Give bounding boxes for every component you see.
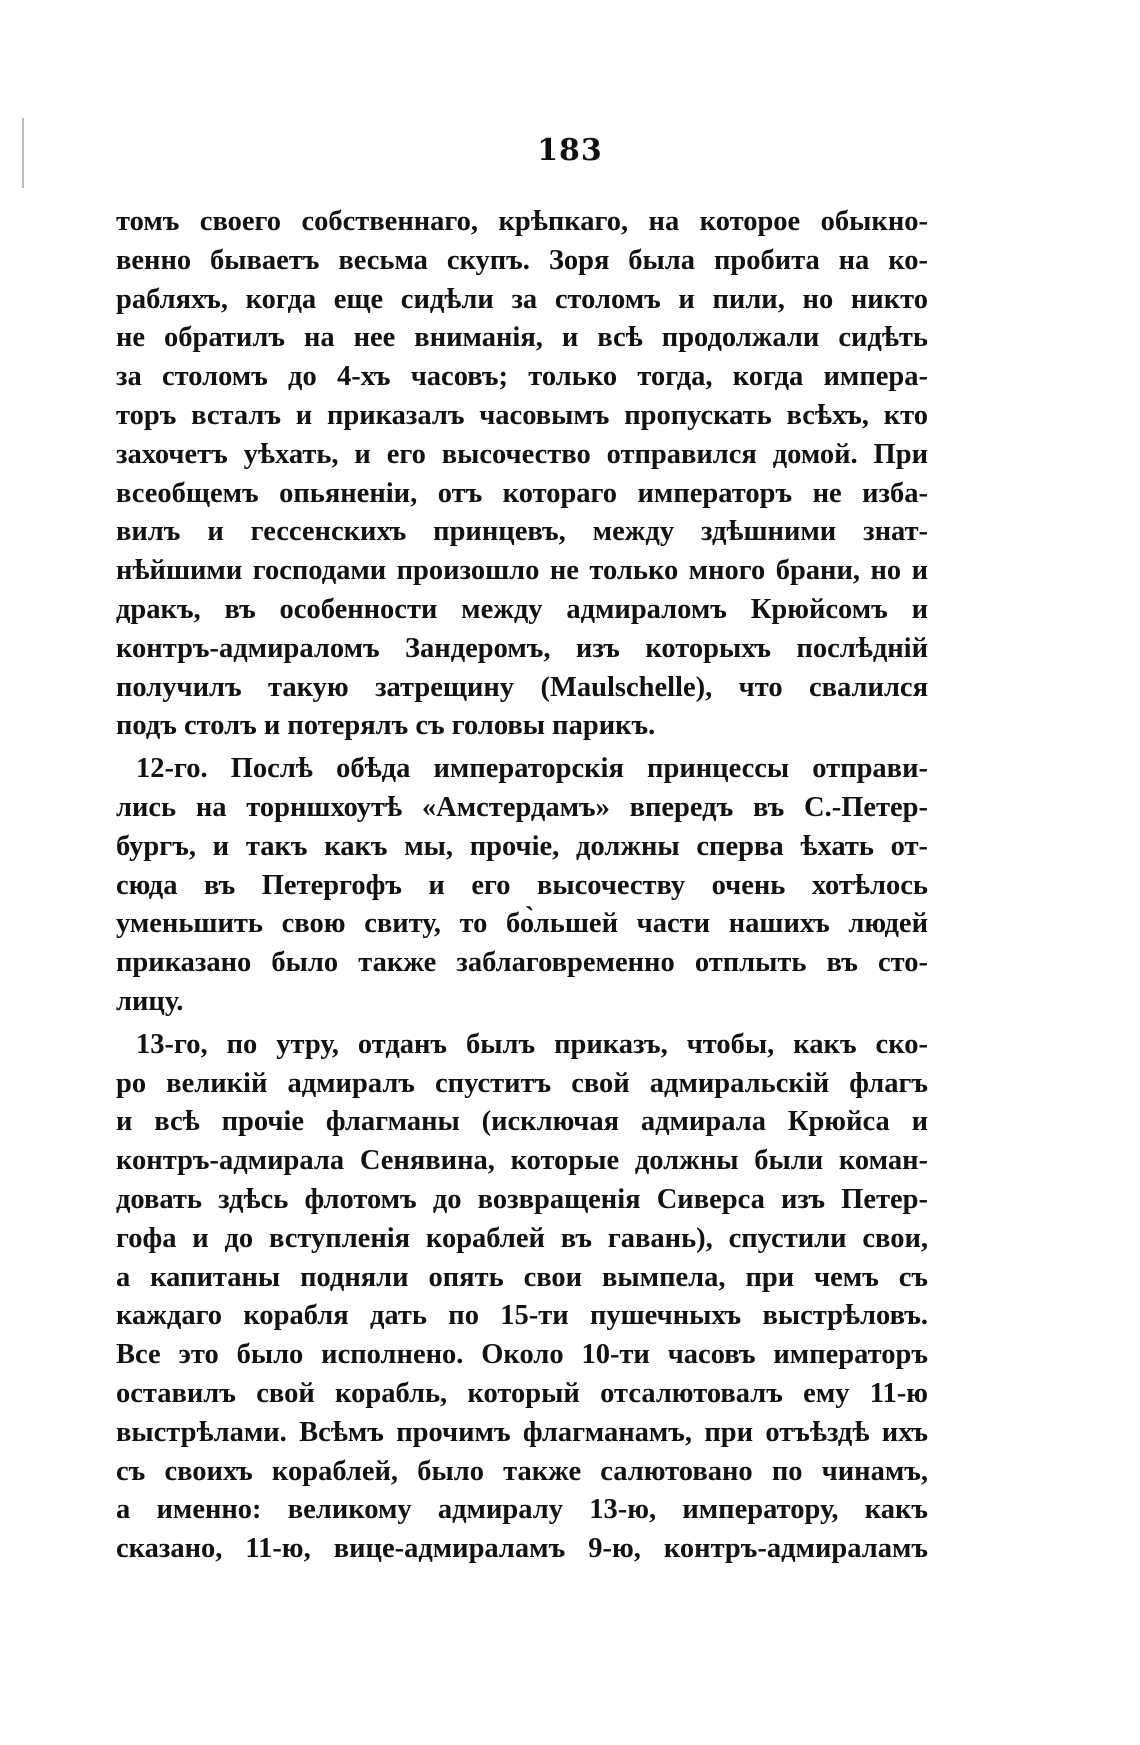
text-line: дракъ, въ особенности между адмираломъ Крюйсомъ и: [116, 593, 928, 625]
paragraph: [116, 203, 928, 746]
text-line: не обратилъ на нее вниманія, и всѣ продолжали сидѣть: [116, 322, 928, 354]
text-line: выстрѣлами. Всѣмъ прочимъ флагманамъ, при отъѣздѣ ихъ: [116, 1416, 928, 1448]
text-line: получилъ такую затрещину (Maulschelle), что свалился: [116, 671, 928, 703]
text-line: контръ-адмирала Сенявина, которые должны были коман-: [116, 1145, 928, 1177]
text-line: всеобщемъ опьяненіи, отъ котораго императоръ не изба-: [116, 477, 928, 509]
text-line: захочетъ уѣхать, и его высочество отправился домой. При: [116, 438, 928, 470]
text-line: лицу.: [116, 985, 184, 1017]
text-line: оставилъ свой корабль, который отсалютовалъ ему 11-ю: [116, 1377, 928, 1409]
text-line: довать здѣсь флотомъ до возвращенія Сиверса изъ Петер-: [116, 1183, 928, 1215]
text-line: а именно: великому адмиралу 13-ю, императору, какъ: [116, 1494, 928, 1526]
text-line: подъ столъ и потерялъ съ головы парикъ.: [116, 710, 656, 742]
text-line: а капитаны подняли опять свои вымпела, при чемъ съ: [116, 1261, 928, 1293]
text-line: съ своихъ кораблей, было также салютовано по чинамъ,: [116, 1455, 928, 1487]
text-line: и всѣ прочіе флагманы (исключая адмирала Крюйса и: [116, 1106, 928, 1138]
body-text: [116, 203, 928, 1569]
text-line: сюда въ Петергофъ и его высочеству очень хотѣлось: [116, 869, 928, 901]
text-line: бургъ, и такъ какъ мы, прочіе, должны сперва ѣхать от-: [116, 830, 928, 862]
text-line: Все это было исполнено. Около 10-ти часовъ императоръ: [116, 1339, 928, 1371]
text-line: уменьшить свою свиту, то бо̀льшей части нашихъ людей: [116, 908, 928, 940]
text-line: сказано, 11-ю, вице-адмираламъ 9-ю, контръ-адмираламъ: [116, 1533, 928, 1565]
page-number: 183: [537, 133, 603, 168]
text-line: вилъ и гессенскихъ принцевъ, между здѣшними знат-: [116, 516, 928, 548]
text-line: торъ всталъ и приказалъ часовымъ пропускать всѣхъ, кто: [116, 399, 928, 431]
text-line: нѣйшими господами произошло не только много брани, но и: [116, 555, 928, 587]
text-line: приказано было также заблаговременно отплыть въ сто-: [116, 947, 928, 979]
text-line: гофа и до вступленія кораблей въ гавань), спустили свои,: [116, 1222, 928, 1254]
text-line: томъ своего собственнаго, крѣпкаго, на которое обыкно-: [116, 206, 928, 237]
text-line: ро великій адмиралъ спуститъ свой адмиральскій флагъ: [116, 1067, 928, 1099]
text-line: каждаго корабля дать по 15-ти пушечныхъ выстрѣловъ.: [116, 1300, 928, 1332]
text-line: 13-го, по утру, отданъ былъ приказъ, чтобы, какъ ско-: [136, 1028, 928, 1060]
paragraph: [116, 750, 928, 1022]
text-line: лись на торншхоутѣ «Амстердамъ» впередъ въ С.-Петер-: [116, 791, 928, 823]
text-line: 12-го. Послѣ обѣда императорскія принцессы отправи-: [136, 753, 928, 785]
text-line: контръ-адмираломъ Зандеромъ, изъ которыхъ послѣдній: [116, 632, 928, 664]
text-line: рабляхъ, когда еще сидѣли за столомъ и пили, но никто: [116, 283, 928, 315]
paragraph: [116, 1026, 928, 1569]
text-line: венно бываетъ весьма скупъ. Зоря была пробита на ко-: [116, 244, 928, 276]
text-line: за столомъ до 4-хъ часовъ; только тогда, когда импера-: [116, 361, 928, 393]
